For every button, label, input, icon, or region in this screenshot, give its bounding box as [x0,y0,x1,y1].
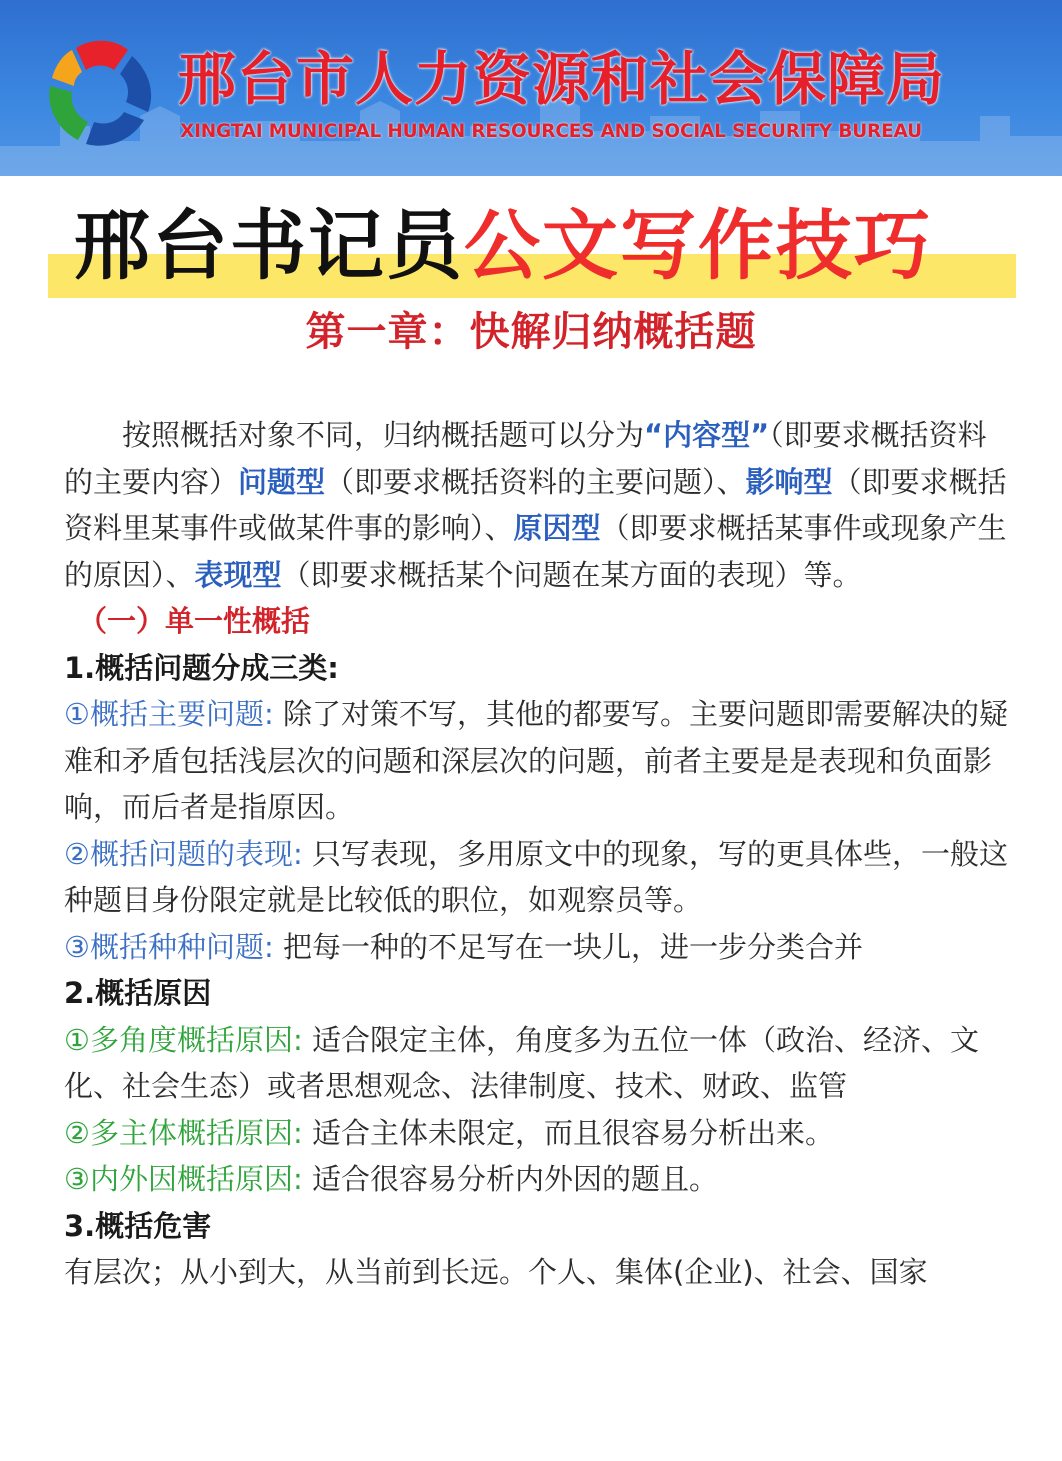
subsection-heading: 3.概括危害 [64,1208,212,1243]
item-text: 除了对策不写，其他的都要写。主要问题即需要解决的疑难和矛盾包括浅层次的问题和深层次的问题，前者主要是是表现和负面影响，而后者是指原因。 [64,697,1009,824]
item-text: 适合很容易分析内外因的题且。 [302,1162,719,1196]
bureau-logo-icon [36,36,164,154]
intro-text: （即要求概括某个问题在某方面的表现）等。 [281,557,862,592]
title-part-black: 邢台书记员 [74,201,464,290]
list-item [64,1110,1014,1157]
subsection-heading: 2.概括原因 [64,976,212,1010]
item-label: ③概括种种问题: [64,929,274,964]
organization-name: 邢台市人力资源和社会保障局 [178,45,946,113]
title-part-red: 公文写作技巧 [464,201,932,290]
item-text: 适合主体未限定，而且很容易分析出来。 [302,1115,835,1150]
intro-text: （即要求概括某事件或现象产生的原因）、 [64,511,1007,592]
page-title [48,196,1016,300]
intro-text: （即要求概括资料的主要问题）、 [325,464,746,499]
item-label: ③内外因概括原因: [64,1162,303,1196]
keyword-problem-type: 问题型 [238,464,326,499]
subsection-heading: 1.概括问题分成三类: [64,650,339,685]
keyword-manifestation-type: 表现型 [194,557,282,592]
list-item [64,831,1014,924]
keyword-impact-type: 影响型 [745,464,833,499]
item-text: 把每一种的不足写在一块儿，进一步分类合并 [273,929,864,964]
item-label: ②多主体概括原因: [64,1115,303,1150]
list-item [64,691,1014,831]
article-body [64,412,1014,1296]
header-banner [0,0,1062,176]
item-label: ②概括问题的表现: [64,836,303,871]
intro-paragraph [64,412,1014,598]
item-label: ①概括主要问题: [64,697,274,731]
paragraph: 有层次；从小到大，从当前到长远。个人、集体(企业)、社会、国家 [64,1255,928,1289]
keyword-content-type: “内容型” [644,418,770,452]
chapter-heading: 第一章：快解归纳概括题 [305,309,757,355]
organization-name-english: XINGTAI MUNICIPAL HUMAN RESOURCES AND SOCIAL SECURITY BUREAU [180,121,922,142]
list-item [64,1017,1014,1110]
keyword-cause-type: 原因型 [513,511,601,545]
item-text: 只写表现，多用原文中的现象，写的更具体些，一般这种题目身份限定就是比较低的职位，如观察员等。 [64,836,1009,917]
list-item [64,924,1014,971]
intro-text: 按照概括对象不同，归纳概括题可以分为 [122,418,645,452]
intro-text: （即要求概括资料里某事件或做某件事的影响）、 [64,464,1007,545]
item-label: ①多角度概括原因: [64,1022,303,1057]
intro-text: （即要求概括资料的主要内容） [64,418,987,499]
item-text: 适合限定主体，角度多为五位一体（政治、经济、文化、社会生态）或者思想观念、法律制度、技术、财政、监管 [64,1022,980,1103]
section-heading: （一）单一性概括 [78,604,311,638]
list-item [64,1156,1014,1203]
